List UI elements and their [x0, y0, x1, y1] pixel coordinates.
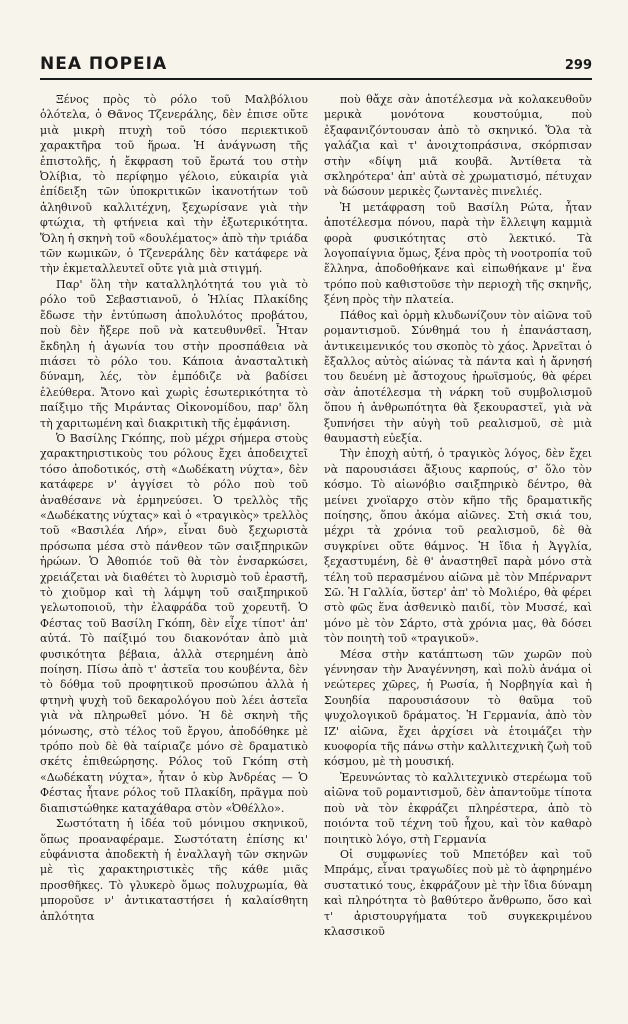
- article-body: [40, 92, 592, 1018]
- paragraph: Οἱ συμφωνίες τοῦ Μπετόβεν καὶ τοῦ Μπράμς, εἶναι τραγωδίες ποὺ μὲ τὸ ἀφηρημένο συστατικό τους, ἐκφράζουν μὲ τὴν ἴδια δύναμη καὶ πληρότητα τὸ βαθύτερο ἄνθρωπο, ὅσο καὶ τ' ἀριστουργήματα τοῦ συγκεκριμένου κλασσικοῦ: [324, 847, 592, 938]
- paragraph: Πάθος καὶ ὁρμὴ κλυδωνίζουν τὸν αἰῶνα τοῦ ρομαντισμοῦ. Σύνθημά του ἡ ἐπανάσταση, ἀντικειμενικός του σκοπὸς τὸ χάος. Ἀρνεῖται ὁ ἔξαλλος αὐτὸς αἰώνας τὰ πάντα καὶ ἡ ἄρνησή του δευένη μὲ ἄστοχους ἡρωϊσμούς, θὰ φέρει σὰν ἀποτέλεσμα τὴ νάρκη τοῦ συμβολισμοῦ ὅπου ἡ ἀνθρωπότητα θὰ ξεκουραστεῖ, γιὰ νὰ ξυπνήσει τὴν αὐγὴ τοῦ ρεαλισμοῦ, σὲ μιὰ θαυμαστὴ εὐεξία.: [324, 308, 592, 445]
- running-header: [40, 54, 592, 80]
- paragraph: Ὁ Βασίλης Γκόπης, ποὺ μέχρι σήμερα στοὺς χαρακτηριστικοὺς του ρόλους ἔχει ἀποδειχτεῖ τόσο ἀποδοτικός, στὴ «Δωδέκατη νύχτα», δὲν κατάφερε ν' ἀγγίσει τὸ ρόλο ποὺ τοῦ ἀναθέσανε νὰ ἑρμηνεύσει. Ὁ τρελλὸς τῆς «Δωδέκατης νύχτας» καὶ ὁ «τραγικὸς» τρελλὸς τοῦ «Βασιλέα Λήρ», εἶναι δυὸ ξεχωριστὰ πρόσωπα μέσα στὸ πάνθεον τῶν σαιξπηρικῶν ἡρώων. Ὁ Ἀθοπιόε τοῦ θὰ τὸν ἐνσαρκώσει, χρειάζεται νὰ διαθέτει τὸ λυρισμὸ τοῦ ἐραστῆ, τὸ χιοῦμορ καὶ τὴ λάμψη τοῦ σαιξπηρικοῦ γελωτοποιοῦ, τὴν ἐλαφράδα τοῦ χορευτῆ. Ὁ Φέστας τοῦ Βασίλη Γκόπη, δὲν εἶχε τίποτ' ἀπ' αὐτά. Τὸ παίξιμό του διακονόταν ἀπὸ μιὰ φυσικότητα βέβαια, ἀλλὰ στερημένη ἀπὸ ποίηση. Πίσω ἀπὸ τ' ἀστεῖα του κουβέντα, δὲν τὸ δόθμα τοῦ προφητικοῦ προσώπου ἀλλὰ ἡ φτηνὴ ψυχὴ τοῦ δεκαρολόγου ποὺ λέει ἀστεῖα γιὰ νὰ πληρωθεῖ μόνο. Ἡ δὲ σκηνὴ τῆς μόνωσης, στὸ τέλος τοῦ ἔργου, ἀποδόθηκε μὲ τρόπο ποὺ δὲ θὰ ταίριαζε μόνο σὲ δραματικὸ σκέτς ἐπιθεώρησης. Ρόλος τοῦ Γκόπη στὴ «Δωδέκατη νύχτα», ἦταν ὁ κὺρ Ἀνδρέας — Ὁ Φέστας ἦτανε ρόλος τοῦ Πλακίδη, πρᾶγμα ποὺ διαπιστώθηκε καταχάθαρα στὸν «Ὀθέλλο».: [40, 431, 308, 815]
- paragraph: Μέσα στὴν κατάπτωση τῶν χωρῶν ποὺ γέννησαν τὴν Ἀναγέννηση, καὶ πολὺ ἀνάμα οἱ νεώτερες χῶρες, ἡ Ρωσία, ἡ Νορβηγία καὶ ἡ Σουηδία παρουσιάσουν τὸ θαῦμα τοῦ ψυχολογικοῦ δράματος. Ἡ Γερμανία, ἀπὸ τὸν ΙΖ' αἰῶνα, ἔχει ἀρχίσει νὰ ἑτοιμάζει τὴν κυοφορία τῆς πάνω στὴν καλλιτεχνικὴ ζωὴ τοῦ κόσμου, μὲ τὴ μουσική.: [324, 647, 592, 769]
- right-column: [324, 92, 592, 1018]
- paragraph: Σωστότατη ἡ ἰδέα τοῦ μόνιμου σκηνικοῦ, ὅπως προαναφέραμε. Σωστότατη ἐπίσης κι' εὐφάνιστα ἀποδεκτὴ ἡ ἐναλλαγὴ τῶν σκηνῶν μὲ τὶς χαρακτηριστικὲς τῆς κάθε μιᾶς προσθῆκες. Τὸ γλυκερὸ ὅμως πολυχρωμία, θὰ μποροῦσε ν' ἀντικαταστήσει ἡ καλαίσθητη ἁπλότητα: [40, 817, 308, 923]
- paragraph: Τὴν ἐποχὴ αὐτή, ὁ τραγικὸς λόγος, δὲν ἔχει νὰ παρουσιάσει ἄξιους καρπούς, σ' ὅλο τὸν κόσμο. Τὸ αἰωνόβιο σαιξπηρικὸ δέντρο, θὰ μείνει χνοϊαρχο στὸν κῆπο τῆς δραματικῆς ποίησης, ὅπου ἀκόμα αἰῶνες. Στὴ σκιά του, μέχρι τὰ χρόνια τοῦ ρεαλισμοῦ, δὲ θὰ συγκρίνει οὔτε θάμνος. Ἡ ἴδια ἡ Ἀγγλία, ξεχαστυμένη, δὲ θ' ἀναστηθεῖ παρὰ μόνο στὰ τέλη τοῦ περασμένου αἰῶνα μὲ τὸν Μπέρναρντ Σῶ. Ἡ Γαλλία, ὕστερ' ἀπ' τὸ Μολιέρο, θὰ φέρει στὸ φῶς ἕνα ἀσθενικὸ παιδί, τὸν Μυσσέ, καὶ μόνο μὲ τὸν Σάρτο, στὰ χρόνια μας, θὰ δόσει τὸν ποιητὴ τοῦ «τραγικοῦ».: [324, 447, 592, 646]
- paragraph: Ξένος πρὸς τὸ ρόλο τοῦ Μαλβόλιου ὁλότελα, ὁ Θᾶνος Τζενεράλης, δὲν ἐπισε οὔτε μιὰ μικρὴ πτυχὴ τοῦ τόσο περιεκτικοῦ χαρακτῆρα τοῦ ἥρωα. Ἡ ἀνάγνωση τῆς ἐπιστολῆς, ἡ ἔκφραση τοῦ ἔρωτά του στὴν Ὀλίβια, τὸ περίφημο γέλοιο, εὐκαιρία γιὰ ἐπίδειξη τῶν ὑποκριτικῶν ἱκανοτήτων τοῦ ἀληθινοῦ καλλιτέχνη, ξεχωρίσανε γιὰ τὴν φτώχια, τὴ φτήνεια καὶ τὴν ἐξωτερικότητα. Ὅλη ἡ σκηνὴ τοῦ «δουλέματος» ἀπὸ τὴν τριάδα τῶν κωμικῶν, ὁ Τζενεράλης δὲν κατάφερε νὰ τὴν ἐκμεταλλευτεῖ οὔτε γιὰ μιὰ στιγμή.: [40, 93, 308, 276]
- paragraph: Ἐρευνώντας τὸ καλλιτεχνικὸ στερέωμα τοῦ αἰῶνα τοῦ ρομαντισμοῦ, δὲν ἀπαντοῦμε τίποτα ποὺ νὰ τὸν ἐκφράζει πληρέστερα, ἀπὸ τὸ ποιόντα τοῦ τέχνη τοῦ ἦχου, καὶ τὸν καθαρὸ ποιητικὸ λόγο, στὴ Γερμανία: [324, 770, 592, 846]
- page-number: 299: [564, 58, 592, 73]
- paragraph: Ἡ μετάφραση τοῦ Βασίλη Ρώτα, ἦταν ἀποτέλεσμα πόνου, παρὰ τὴν ἔλλειψη καμμιὰ φορὰ φυσικότητας στὸ λεκτικό. Τὰ λογοπαίγνια ὅμως, ξένα πρὸς τὴ νοοτροπία τοῦ ἕλληνα, ἀποδοθήκανε καὶ εἰπωθήκανε μ' ἕνα τρόπο ποὺ καθιστοῦσε τὴν περιοχὴ τῆς σκηνῆς, ξένη πρὸς τὴν πλατεία.: [324, 200, 592, 307]
- paragraph: Παρ' ὅλη τὴν καταλληλότητά του γιὰ τὸ ρόλο τοῦ Σεβαστιανοῦ, ὁ Ἠλίας Πλακίδης ἔδωσε τὴν ἐντύπωση ἀπολυλότος προβάτου, ποὺ δὲν ἤξερε ποῦ νὰ κατευθυνθεῖ. Ἦταν ἔκδηλη ἡ ἀγωνία του στὴν προσπάθεια νὰ πιάσει τὸ ρόλο του. Κάποια ἀνασταλτικὴ δύναμη, λές, τὸν ἐμπόδιζε νὰ βαδίσει ἐλεύθερα. Ἄτονο καὶ χωρὶς ἐσωτερικότητα τὸ παίξιμο τῆς Μιράντας Οἰκονομίδου, παρ' ὅλη τὴ χαριτωμένη καὶ διακριτικὴ τῆς ἐμφάνιση.: [40, 277, 308, 430]
- left-column: [40, 92, 308, 1018]
- paragraph: ποὺ θἄχε σὰν ἀποτέλεσμα νὰ κολακευθοῦν μερικὰ μονότονα κουστούμια, ποὺ ἐξαφανιζόντουσαν ἀπὸ τὸ σκηνικό. Ὅλα τὰ γαλάζια καὶ τ' ἀνοιχτοπράσινα, σκόρπισαν στὴν «δίψη μιᾶ κουβᾶ. Ἀντίθετα τὰ σκληρότερα' ἀπ' αὐτὰ σὲ χρωματισμό, πέτυχαν νὰ δώσουν μερικὲς ζωντανὲς πινελιές.: [324, 93, 592, 199]
- journal-title: ΝΕΑ ΠΟΡΕΙΑ: [40, 54, 168, 74]
